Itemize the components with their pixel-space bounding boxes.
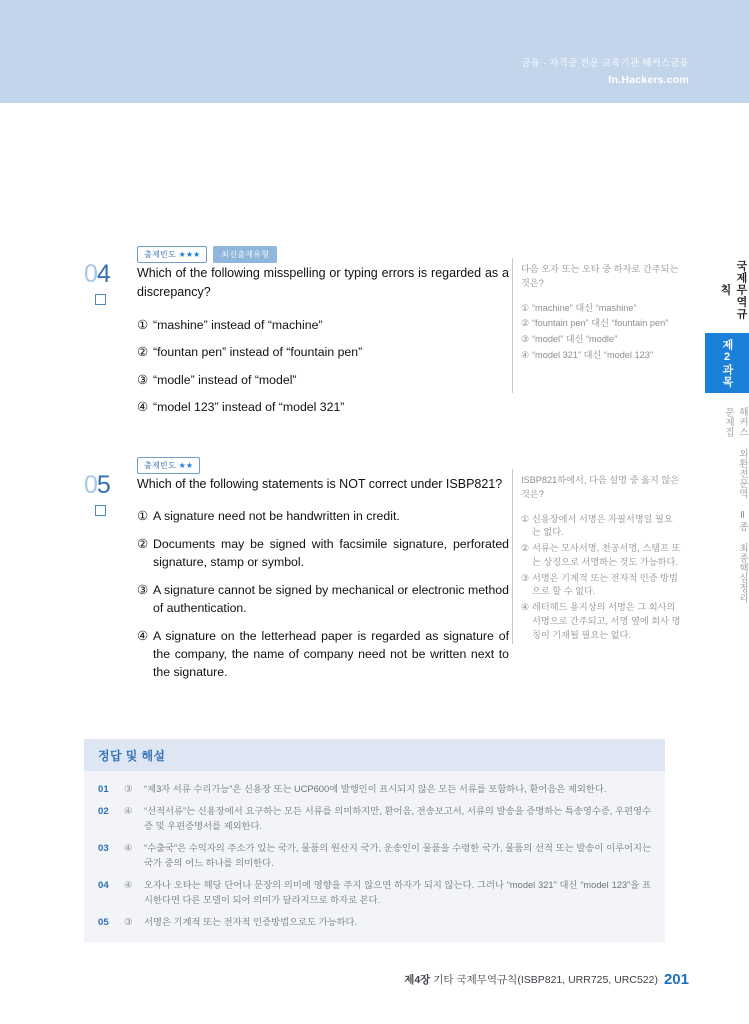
question-checkbox-05[interactable]: [95, 505, 106, 516]
choice-item[interactable]: [137, 507, 509, 525]
question-content-04: [137, 264, 509, 417]
answer-number: 04: [98, 879, 109, 891]
choice-text: “fountan pen” instead of “fountain pen”: [153, 345, 363, 360]
answer-option: ④: [124, 879, 133, 890]
korean-choice-text: 서명은 기계적 또는 전자적 인증 방법으로 할 수 없다.: [532, 572, 678, 597]
choice-text: “modle” instead of “model”: [153, 372, 297, 387]
korean-choice-number: ④: [521, 349, 530, 360]
choice-text: A signature cannot be signed by mechanical or electronic method of authentication.: [153, 582, 509, 616]
choice-list-05: [137, 507, 509, 682]
korean-choice-number: ③: [521, 572, 530, 583]
korean-choice-item: [521, 302, 681, 316]
choice-item[interactable]: [137, 343, 509, 361]
question-number-04: 04: [84, 260, 110, 288]
answer-explanation: 서명은 기계적 또는 전자적 인증방법으로도 가능하다.: [144, 916, 358, 927]
korean-choice-text: “fountain pen” 대신 “fountain pen”: [532, 318, 669, 329]
answer-option: ④: [124, 843, 133, 854]
answer-explanation: “선적서류”는 신용장에서 요구하는 모든 서류를 의미하지만, 환어음, 전송보고서, 서류의 발송을 증명하는 특송영수증, 우편영수증 및 우편증명서를 제외한다.: [144, 806, 651, 832]
choice-text: “model 123” instead of “model 321”: [153, 400, 345, 415]
answer-row: [98, 782, 651, 797]
header-website: fn.Hackers.com: [607, 73, 689, 86]
korean-choice-list: [521, 302, 681, 363]
korean-translation-04: [521, 262, 681, 365]
choice-number: ③: [137, 582, 149, 597]
korean-choice-item: [521, 513, 681, 541]
korean-stem: 다음 오자 또는 오타 중 하자로 간주되는 것은?: [521, 264, 679, 289]
choice-number: ③: [137, 372, 149, 387]
answer-rows: [84, 771, 665, 942]
footer-title: 기타 국제무역규칙(ISBP821, URR725, URC522): [430, 974, 658, 986]
korean-choice-number: ②: [521, 318, 530, 329]
answer-explanation-box: [84, 737, 665, 942]
korean-choice-text: “model” 대신 “modle”: [532, 334, 618, 345]
question-stem: Which of the following statements is NOT correct under ISBP821?: [137, 477, 503, 491]
answer-explanation: 오자나 오타는 해당 단어나 문장의 의미에 영향을 주지 않으면 하자가 되지 않는다. 그러나 “model 321” 대신 “model 123”을 표시한다면 다른 모델이 되어 의미가 달라지므로 하자로 본다.: [144, 879, 651, 905]
korean-choice-number: ④: [521, 602, 530, 613]
korean-choice-item: [521, 317, 681, 331]
answer-section-title: 정답 및 해설: [84, 739, 665, 771]
answer-option: ③: [124, 916, 133, 927]
header-tagline: 금융 · 자격증 전문 교육기관 해커스금융: [521, 58, 689, 69]
answer-explanation: “수출국”은 수익자의 주소가 있는 국가, 물품의 원산지 국가, 운송인이 물품을 수령한 국가, 물품의 선적 또는 발송이 이루어지는 국가 중의 어느 하나를 의미한다.: [144, 843, 651, 868]
frequency-stars: ★★: [178, 460, 193, 470]
choice-number: ④: [137, 628, 149, 643]
korean-choice-text: 서류는 모사서명, 천공서명, 스탬프 또는 상징으로 서명하는 것도 가능하다.: [532, 543, 681, 567]
choice-item[interactable]: [137, 627, 509, 682]
rail-chapter-label: 국제무역규칙: [719, 260, 747, 320]
korean-choice-item: [521, 333, 681, 347]
choice-list-04: [137, 316, 509, 417]
frequency-badge: 출제빈도 ★★★: [137, 246, 207, 263]
choice-number: ②: [137, 536, 149, 551]
choice-text: “mashine” instead of “machine”: [153, 317, 323, 332]
rail-book-title: 해커스 외환전문역 Ⅱ종 최종핵심정리문제집: [723, 407, 748, 603]
answer-number: 01: [98, 784, 109, 795]
korean-choice-number: ②: [521, 543, 530, 554]
korean-translation-05: [521, 473, 681, 645]
korean-choice-number: ①: [521, 513, 530, 524]
footer-chapter: 제4장: [404, 974, 431, 986]
frequency-badge: 출제빈도 ★★: [137, 457, 200, 474]
choice-item[interactable]: [137, 581, 509, 618]
frequency-stars: ★★★: [178, 249, 201, 259]
new-type-badge: 최신출제유형: [213, 246, 277, 263]
choice-text: A signature need not be handwritten in credit.: [153, 509, 400, 524]
page-header-band: [0, 0, 749, 103]
choice-text: Documents may be signed with facsimile signature, perforated signature, stamp or symbol.: [153, 536, 509, 570]
korean-choice-text: 신용장에서 서명은 자필서명일 필요는 없다.: [532, 513, 673, 538]
korean-choice-number: ①: [521, 302, 530, 313]
choice-number: ②: [137, 345, 149, 360]
question-checkbox-04[interactable]: [95, 294, 106, 305]
choice-item[interactable]: [137, 535, 509, 572]
answer-option: ④: [124, 806, 133, 817]
choice-number: ①: [137, 509, 149, 524]
korean-choice-item: [521, 349, 681, 363]
korean-choice-text: 레터헤드 용지상의 서명은 그 회사의 서명으로 간주되고, 서명 옆에 회사 명칭이 기재될 필요는 없다.: [532, 602, 681, 640]
answer-number: 02: [98, 806, 109, 818]
answer-number: 05: [98, 916, 109, 928]
choice-number: ①: [137, 317, 149, 332]
answer-row: [98, 915, 651, 930]
choice-item[interactable]: [137, 398, 509, 416]
question-stem: Which of the following misspelling or typing errors is regarded as a discrepancy?: [137, 266, 509, 300]
choice-item[interactable]: [137, 371, 509, 389]
rail-subject-tab[interactable]: 제2과목: [705, 333, 749, 393]
korean-choice-item: [521, 542, 681, 570]
question-badges-04: [137, 246, 277, 263]
korean-choice-item: [521, 572, 681, 600]
page-number: 201: [663, 971, 689, 988]
question-badges-05: [137, 457, 200, 474]
korean-choice-item: [521, 601, 681, 642]
question-content-05: [137, 475, 509, 682]
answer-row: [98, 878, 651, 908]
korean-choice-text: “machine” 대신 “mashine”: [532, 302, 637, 313]
choice-text: A signature on the letterhead paper is regarded as signature of the company, the name of company need not be written next to the signature.: [153, 628, 509, 680]
korean-choice-text: “model 321” 대신 “model 123”: [532, 349, 653, 360]
answer-row: [98, 841, 651, 871]
header-branding: [521, 58, 689, 87]
answer-row: [98, 804, 651, 834]
answer-explanation: “제3자 서류 수리가능”은 신용장 또는 UCP600에 발행인이 표시되지 않은 모든 서류를 포함하나, 환어음은 제외한다.: [144, 784, 607, 794]
answer-option: ③: [124, 784, 133, 794]
answer-number: 03: [98, 843, 109, 855]
choice-item[interactable]: [137, 316, 509, 334]
question-number-05: 05: [84, 471, 110, 499]
column-divider: [512, 258, 513, 393]
choice-number: ④: [137, 400, 149, 415]
korean-choice-number: ③: [521, 334, 530, 345]
korean-choice-list: [521, 513, 681, 643]
korean-stem: ISBP821하에서, 다음 설명 중 옳지 않은 것은?: [521, 475, 680, 500]
page-footer: [0, 971, 749, 988]
column-divider: [512, 469, 513, 644]
side-rail: [705, 255, 749, 607]
